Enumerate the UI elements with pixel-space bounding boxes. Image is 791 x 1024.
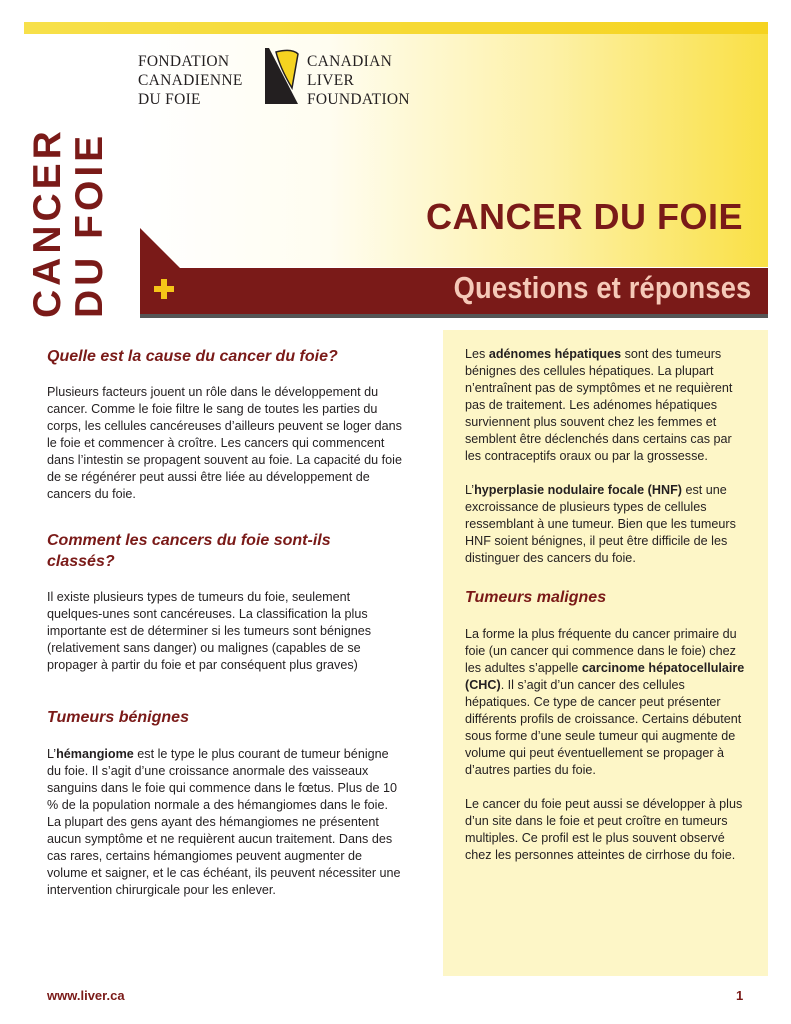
text: Les	[465, 347, 489, 361]
footer-url-link[interactable]: www.liver.ca	[47, 988, 125, 1003]
logo-en-line: FOUNDATION	[307, 91, 410, 108]
logo-fr-line: FONDATION	[138, 53, 230, 70]
top-stripe	[24, 22, 768, 34]
liver-logo-icon	[262, 46, 302, 106]
logo-en-line: LIVER	[307, 72, 355, 89]
heading-classification: Comment les cancers du foie sont-ils classés?	[47, 532, 331, 570]
vertical-title-line: CANCER	[26, 127, 69, 318]
vertical-title-line: DU FOIE	[68, 131, 111, 318]
logo-en-line: CANADIAN	[307, 53, 393, 70]
text: La forme la plus fréquente du cancer primaire du foie (un cancer qui commence dans le foie) chez les adultes s’appelle	[465, 627, 737, 675]
heading-benign: Tumeurs bénignes	[47, 709, 189, 726]
text: est une excroissance de plusieurs types de cellules ressemblant à une tumeur. Bien que les tumeurs HNF soient bénignes, il peut être difficile de les distinguer des cancers du foie.	[465, 483, 736, 565]
logo-text-en	[307, 52, 410, 109]
paragraph-hemangioma	[47, 746, 402, 899]
logo-fr-line: DU FOIE	[138, 91, 201, 108]
paragraph-hnf	[465, 482, 750, 567]
paragraph-chc	[465, 626, 750, 779]
paragraph-adenoma	[465, 346, 750, 465]
term-chc: carcinome hépatocellulaire (CHC)	[465, 661, 745, 692]
left-column	[47, 346, 402, 899]
plus-icon	[153, 278, 175, 300]
text: . Il s’agit d’un cancer des cellules hépatiques. Ce type de cancer peut présenter différents profils de croissance. Certains débutent sous forme d’une seule tumeur qui augmente de volume qui peut éventuellement se propager à d’autres parties du foie.	[465, 678, 742, 777]
term-adenoma: adénomes hépatiques	[488, 347, 622, 361]
logo-text-fr	[138, 52, 243, 109]
text: sont des tumeurs bénignes des cellules hépatiques. La plupart n’entraînent pas de symptômes et ne requièrent pas de traitement. Les adénomes hépatiques surviennent plus souvent chez les femmes et semblent être déclenchés dans certains cas par les contraceptifs oraux ou par la grossesse.	[465, 347, 733, 463]
heading-cause: Quelle est la cause du cancer du foie?	[47, 348, 338, 365]
page-title: CANCER DU FOIE	[425, 196, 743, 237]
paragraph-classification: Il existe plusieurs types de tumeurs du foie, seulement quelques-unes sont cancéreuses. La classification la plus importante est de déterminer si les tumeurs sont bénignes (relativement sans danger) ou malignes (capables de se propager à partir du foie et par conséquent plus graves)	[47, 590, 372, 672]
text: L’	[465, 483, 475, 497]
heading-malignant: Tumeurs malignes	[465, 589, 607, 606]
logo-fr-line: CANADIENNE	[138, 72, 243, 89]
page-number: 1	[736, 988, 744, 1003]
right-column	[465, 346, 750, 864]
term-hemangioma: hémangiome	[56, 747, 134, 761]
paragraph-multifocal: Le cancer du foie peut aussi se développer à plus d’un site dans le foie et peut croître en tumeurs multiples. Ce profil est le plus souvent observé chez les personnes atteintes de cirrhose du foie.	[465, 797, 743, 862]
term-hnf: hyperplasie nodulaire focale (HNF)	[474, 483, 682, 497]
page-subtitle: Questions et réponses	[453, 270, 751, 305]
paragraph-cause: Plusieurs facteurs jouent un rôle dans le développement du cancer. Comme le foie filtre le sang de toutes les parties du corps, les cellules cancéreuses d’ailleurs peuvent se loger dans le foie et commencer à croître. Les cancers qui commencent dans l’intestin se propagent souvent au foie. La capacité du foie de se régénérer peut aussi être liée au développement de cancers du foie.	[47, 385, 402, 501]
text: est le type le plus courant de tumeur bénigne du foie. Il s’agit d’une croissance anormale des vaisseaux sanguins dans le foie qui commence dans le fœtus. Plus de 10 % de la population normale a des hémangiomes dans le foie. La plupart des gens ayant des hémangiomes ne présentent aucun symptôme et ne requièrent aucun traitement. Dans des cas rares, certains hémangiomes peuvent augmenter de volume et saigner, et le cas échéant, ils peuvent nécessiter une intervention chirurgicale pour les enlever.	[47, 747, 401, 897]
vertical-title	[28, 127, 112, 318]
text: L’	[47, 747, 57, 761]
